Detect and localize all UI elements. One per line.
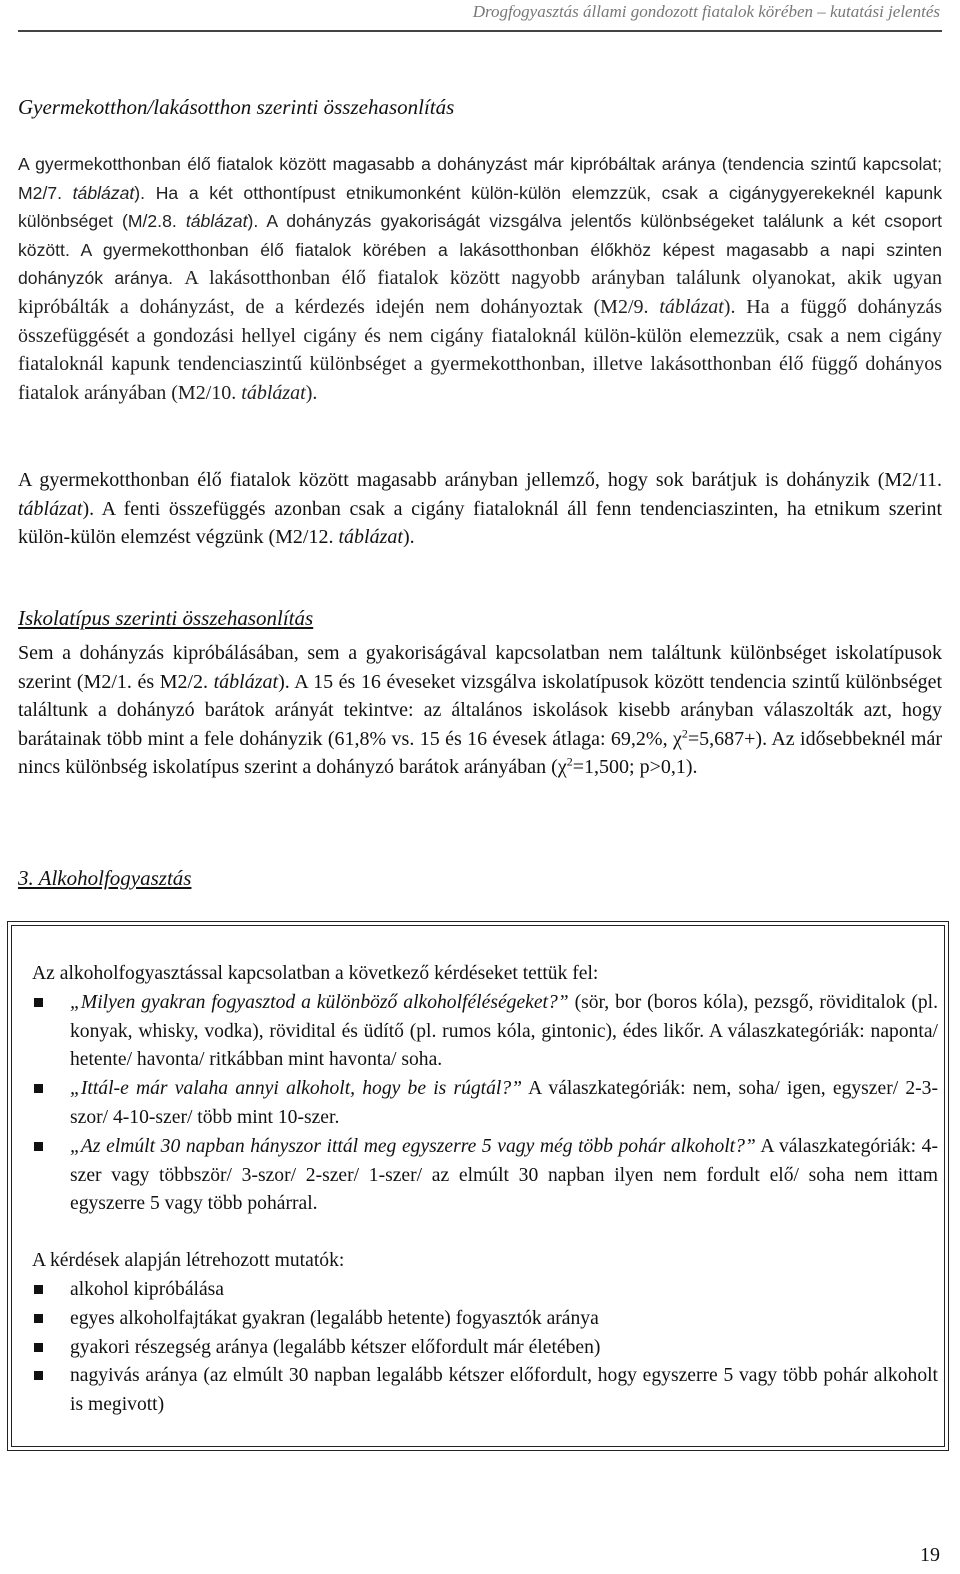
questions-intro: Az alkoholfogyasztással kapcsolatban a következő kérdéseket tettük fel: [32, 963, 599, 984]
questions-box [11, 925, 945, 1447]
question-item: „Milyen gyakran fogyasztod a különböző alkoholféléségeket?” (sör, bor (boros kóla), pezsgő, röviditalok (pl. konyak, whisky, vodka), rövidital és üdítő (pl. rumos kóla, gintonic), édes likőr. A válaszkategóriák: naponta/ hetente/ havonta/ ritkábban mint havonta/ soha. [32, 989, 938, 1075]
section1-paragraph-3-text: A gyermekotthonban élő fiatalok között magasabb arányban jellemző, hogy sok barátjuk is dohányzik (M2/11. táblázat). A fenti összefüggés azonban csak a cigány fiataloknál áll fenn tendenciaszinten, ha etnikum szerint külön-külön elemzést végzünk (M2/12. táblázat). [18, 469, 942, 549]
section2-paragraph-1-text: Sem a dohányzás kipróbálásában, sem a gyakoriságával kapcsolatban nem találtunk különbséget iskolatípusok szerint (M2/1. és M2/2. táblázat). A 15 és 16 éveseket vizsgálva iskolatípusok között tendencia szintű különbséget találtunk a dohányzó barátok arányát tekintve: az általános iskolások kisebb arányban válaszolták azt, hogy barátainak több mint a fele dohányzik (61,8% vs. 15 és 16 évesek átlaga: 69,2%, $\chi^2=5,687+$). Az idősebbeknél már nincs különbség iskolatípus szerint a dohányzó barátok arányában ($\chi^2=1,500$; p>0,1). [18, 642, 943, 779]
section-heading-iskolatipus: Iskolatípus szerinti összehasonlítás [18, 606, 314, 630]
indicator-item: egyes alkoholfajtákat gyakran (legalább hetente) fogyasztók aránya [32, 1305, 938, 1334]
indicator-item: nagyivás aránya (az elmúlt 30 napban legalább kétszer előfordult, hogy egyszerre 5 vagy több pohár alkoholt is megivott) [32, 1362, 938, 1420]
question-item: „Ittál-e már valaha annyi alkoholt, hogy be is rúgtál?” A válaszkategóriák: nem, soha/ igen, egyszer/ 2-3-szor/ 4-10-szer/ több mint 10-szer. [32, 1075, 938, 1133]
questions-box-content [32, 960, 938, 1420]
question-item: „Az elmúlt 30 napban hányszor ittál meg egyszerre 5 vagy még több pohár alkoholt?” A válaszkategóriák: 4-szer vagy többször/ 3-szor/ 2-szer/ 1-szer/ az elmúlt 30 napban ilyen nem fordult elő/ soha nem ittam egyszerre 5 vagy több pohárral. [32, 1133, 938, 1219]
indicator-item: alkohol kipróbálása [32, 1276, 938, 1305]
section1-paragraph-1: A gyermekotthonban élő fiatalok között magasabb a dohányzást már kipróbáltak aránya (tendencia szintű kapcsolat; M2/7. táblázat). Ha a két otthontípust etnikumonként külön-külön elemzzük, csak a cigánygyerekeknél kapunk különbséget (M/2.8. táblázat). A dohányzás gyakoriságát vizsgálva jelentős különbségeket találunk a két csoport között. A gyermekotthonban élő fiatalok körében a lakásotthonban élőkhöz képest magasabb a napi szinten dohányzók aránya. [18, 154, 943, 289]
indicator-item: gyakori részegség aránya (legalább kétszer előfordult már életében) [32, 1334, 938, 1363]
indicators-intro: A kérdések alapján létrehozott mutatók: [32, 1250, 345, 1272]
section1-paragraph-2: A lakásotthonban élő fiatalok között nagyobb arányban találunk olyanokat, akik ugyan kipróbálták a dohányzást, de a kérdezés idején nem dohányoztak (M2/9. táblázat). Ha a függő dohányzás összefüggését a gondozási hellyel cigány és nem cigány fiataloknál külön-külön elemezzük, csak a nem cigány fiataloknál kapunk tendenciaszintű különbséget a gyermekotthonban, illetve lakásotthonban élő függő dohányos fiatalok arányában (M2/10. táblázat). [18, 267, 943, 404]
page-number: 19 [920, 1544, 940, 1566]
section-heading-alkohol: 3. Alkoholfogyasztás [18, 866, 192, 890]
section1-body [18, 150, 942, 407]
indicators-list [32, 1276, 938, 1420]
running-header: Drogfogyasztás állami gondozott fiatalok körében – kutatási jelentés [18, 2, 942, 32]
section1-paragraph-3 [18, 466, 942, 552]
questions-list [32, 989, 938, 1219]
section2-paragraph-1 [18, 639, 942, 782]
section-heading-gyermekotthon: Gyermekotthon/lakásotthon szerinti összehasonlítás [18, 95, 455, 119]
